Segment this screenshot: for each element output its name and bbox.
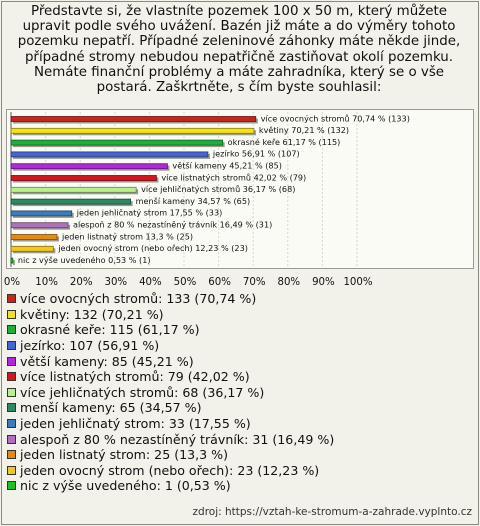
legend-item: [7, 353, 475, 369]
legend-swatch: [7, 372, 16, 381]
x-tick-label: 10%: [35, 277, 58, 288]
bar: [11, 211, 72, 216]
x-tick-label: 40%: [139, 277, 162, 288]
x-tick-label: 70%: [242, 277, 266, 288]
bar-label: alespoň z 80 % nezastíněný trávník 16,49 % (31): [73, 219, 273, 230]
legend-item: [7, 478, 475, 494]
bar-shadow: [13, 260, 15, 265]
legend-swatch: [7, 388, 16, 397]
bar: [11, 164, 167, 169]
legend-item: [7, 447, 475, 463]
question-title: Představte si, že vlastníte pozemek 100 x 50 m, který můžete upravit podle svého uvážení. Bazén již máte a do výměry tohoto pozemku nepatří. Případné zeleninové záhonky máte někde jinde, případné stromy nebudou nepatřičně zastiňovat okolí pozemku. Nemáte finanční problémy a máte zahradníka, který se o vše postará. Zaškrtněte, s čím byste souhlasil:: [17, 4, 461, 96]
bar: [11, 258, 13, 263]
legend-label: alespoň z 80 % nezastíněný trávník: 31 (16,49 %): [20, 431, 335, 447]
bar: [11, 152, 208, 157]
legend-swatch: [7, 481, 16, 490]
legend-item: [7, 400, 475, 416]
legend-item: [7, 416, 475, 432]
legend-swatch: [7, 403, 16, 412]
bar-label: jezírko 56,91 % (107): [212, 148, 300, 159]
legend-swatch: [7, 450, 16, 459]
bar: [11, 235, 57, 240]
x-tick-label: 20%: [69, 277, 93, 288]
x-tick-label: 100%: [343, 277, 373, 288]
bar: [11, 199, 131, 204]
bar-label: květiny 70,21 % (132): [258, 125, 350, 136]
legend-label: více ovocných stromů: 133 (70,74 %): [20, 291, 257, 307]
legend-label: menší kameny: 65 (34,57 %): [20, 400, 202, 416]
legend-label: květiny: 132 (70,21 %): [20, 306, 164, 322]
bar-label: více ovocných stromů 70,74 % (133): [260, 113, 410, 124]
bar-label: nic z výše uvedeného 0,53 % (1): [17, 254, 151, 265]
x-tick-label: 30%: [104, 277, 128, 288]
bar: [11, 176, 156, 181]
bar: [11, 246, 53, 251]
legend-item: [7, 431, 475, 447]
source-note: zdroj: https://vztah-ke-stromum-a-zahrade.vyplnto.cz: [192, 506, 472, 518]
legend-swatch: [7, 325, 16, 334]
legend-label: jeden ovocný strom (nebo ořech): 23 (12,23 %): [20, 462, 320, 478]
legend-item: [7, 307, 475, 323]
bar-label: jeden listnatý strom 13,3 % (25): [62, 231, 194, 242]
x-tick-label: 80%: [277, 277, 301, 288]
bar: [11, 128, 254, 133]
legend-label: více listnatých stromů: 79 (42,02 %): [20, 369, 250, 385]
x-tick-label: 50%: [173, 277, 197, 288]
bar-label: více jehličnatých stromů 36,17 % (68): [141, 184, 296, 195]
bar: [11, 223, 68, 228]
legend-swatch: [7, 419, 16, 428]
bar: [11, 187, 136, 192]
legend-label: okrasné keře: 115 (61,17 %): [20, 322, 200, 338]
legend-item: [7, 338, 475, 354]
legend-label: nic z výše uvedeného: 1 (0,53 %): [20, 478, 231, 494]
legend-swatch: [7, 435, 16, 444]
legend-label: jeden listnatý strom: 25 (13,3 %): [20, 447, 229, 463]
legend-swatch: [7, 294, 16, 303]
legend-item: [7, 322, 475, 338]
bar-label: více listnatých stromů 42,02 % (79): [161, 172, 307, 183]
legend-label: více jehličnatých stromů: 68 (36,17 %): [20, 384, 265, 400]
legend-swatch: [7, 466, 16, 475]
legend-label: větší kameny: 85 (45,21 %): [20, 353, 194, 369]
bar-label: menší kameny 34,57 % (65): [135, 195, 251, 206]
legend-item: [7, 385, 475, 401]
bar-label: větší kameny 45,21 % (85): [172, 160, 282, 171]
legend-label: jezírko: 107 (56,91 %): [20, 338, 160, 354]
chart-legend: [7, 291, 475, 494]
legend-swatch: [7, 357, 16, 366]
bar-label: jeden ovocný strom (nebo ořech) 12,23 % (23): [58, 243, 248, 254]
legend-label: jeden jehličnatý strom: 33 (17,55 %): [20, 416, 251, 432]
legend-swatch: [7, 310, 16, 319]
legend-swatch: [7, 341, 16, 350]
x-tick-label: 60%: [208, 277, 231, 288]
legend-item: [7, 369, 475, 385]
legend-item: [7, 291, 475, 307]
bar: [11, 140, 223, 145]
legend-item: [7, 463, 475, 479]
bar-label: okrasné keře 61,17 % (115): [227, 136, 341, 147]
bar: [11, 117, 256, 122]
x-tick-label: 90%: [312, 277, 335, 288]
bar-label: jeden jehličnatý strom 17,55 % (33): [76, 207, 223, 218]
x-tick-label: 0%: [3, 277, 21, 288]
